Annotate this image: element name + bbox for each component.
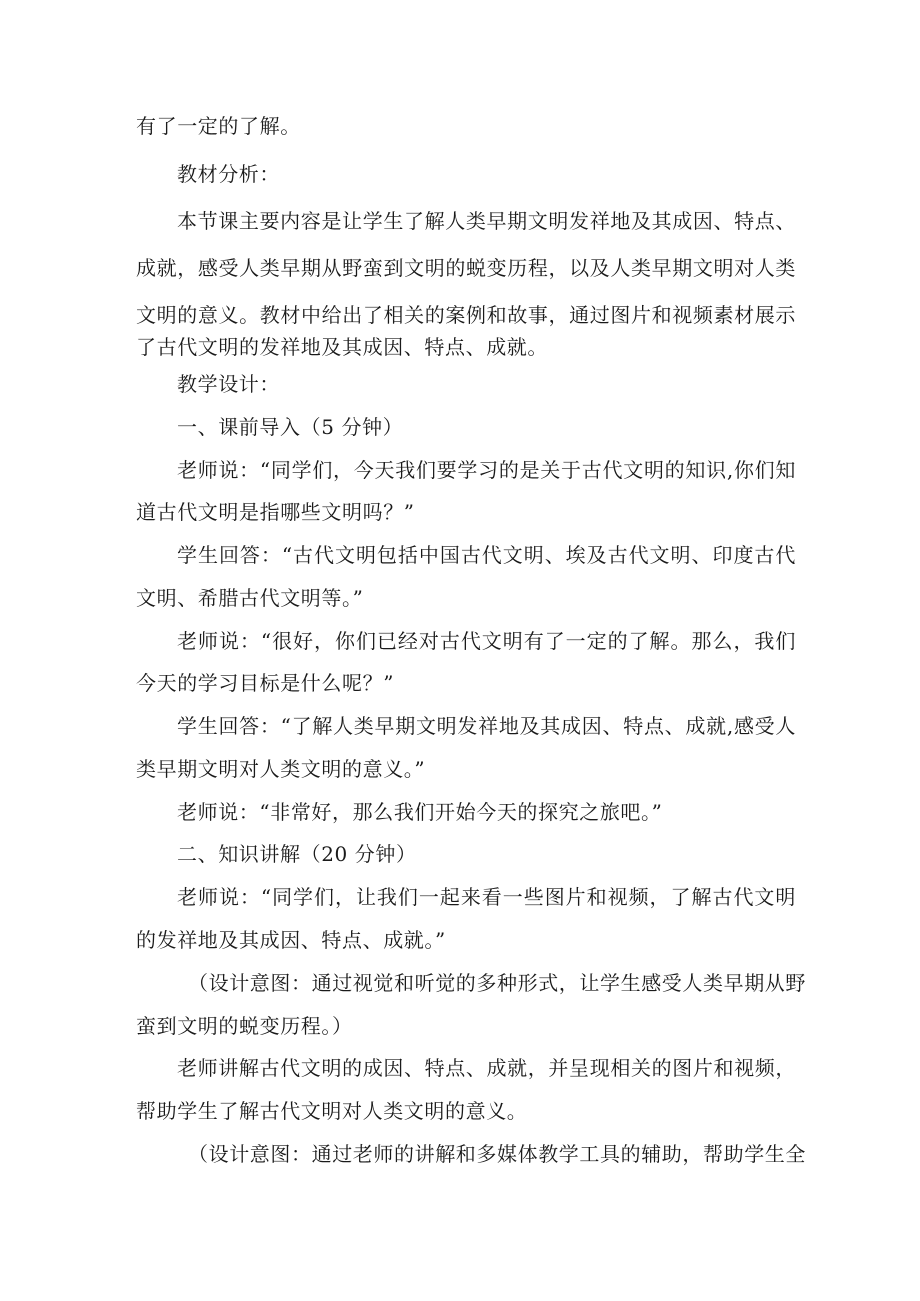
body-line: 成就，感受人类早期从野蛮到文明的蜕变历程，以及人类早期文明对人类 (136, 256, 796, 280)
dialogue-line: 老师说：“非常好，那么我们开始今天的探究之旅吧。” (177, 800, 663, 824)
section-heading-teaching-design: 教学设计： (177, 372, 280, 396)
body-line: 了古代文明的发祥地及其成因、特点、成就。 (136, 335, 548, 359)
dialogue-line: 老师说：“同学们，今天我们要学习的是关于古代文明的知识,你们知 (177, 458, 796, 482)
dialogue-line: 老师说：“同学们，让我们一起来看一些图片和视频，了解古代文明 (177, 885, 796, 909)
design-note-line: （设计意图：通过视觉和听觉的多种形式，让学生感受人类早期从野 (188, 971, 806, 995)
design-note-line: （设计意图：通过老师的讲解和多媒体教学工具的辅助，帮助学生全 (188, 1142, 806, 1166)
dialogue-line: 学生回答：“了解人类早期文明发祥地及其成因、特点、成就,感受人 (177, 714, 796, 738)
section-heading-textbook-analysis: 教材分析： (177, 162, 280, 186)
dialogue-line: 的发祥地及其成因、特点、成就。” (136, 928, 446, 952)
body-line: 本节课主要内容是让学生了解人类早期文明发祥地及其成因、特点、 (177, 209, 796, 233)
dialogue-line: 道古代文明是指哪些文明吗？” (136, 500, 415, 524)
dialogue-line: 类早期文明对人类文明的意义。” (136, 757, 426, 781)
dialogue-line: 学生回答：“古代文明包括中国古代文明、埃及古代文明、印度古代 (177, 543, 796, 567)
dialogue-line: 老师说：“很好，你们已经对古代文明有了一定的了解。那么，我们 (177, 629, 796, 653)
continuation-text: 有了一定的了解。 (136, 114, 301, 138)
dialogue-line: 今天的学习目标是什么呢？” (136, 671, 395, 695)
body-line: 文明的意义。教材中给出了相关的案例和故事，通过图片和视频素材展示 (136, 303, 796, 327)
design-note-line: 蛮到文明的蜕变历程。） (136, 1014, 353, 1038)
sub-heading-knowledge: 二、知识讲解（20 分钟） (177, 842, 417, 866)
sub-heading-intro: 一、课前导入（5 分钟） (177, 415, 404, 439)
dialogue-line: 文明、希腊古代文明等。” (136, 586, 364, 610)
body-line: 帮助学生了解古代文明对人类文明的意义。 (136, 1099, 528, 1123)
body-line: 老师讲解古代文明的成因、特点、成就，并呈现相关的图片和视频， (177, 1056, 796, 1080)
